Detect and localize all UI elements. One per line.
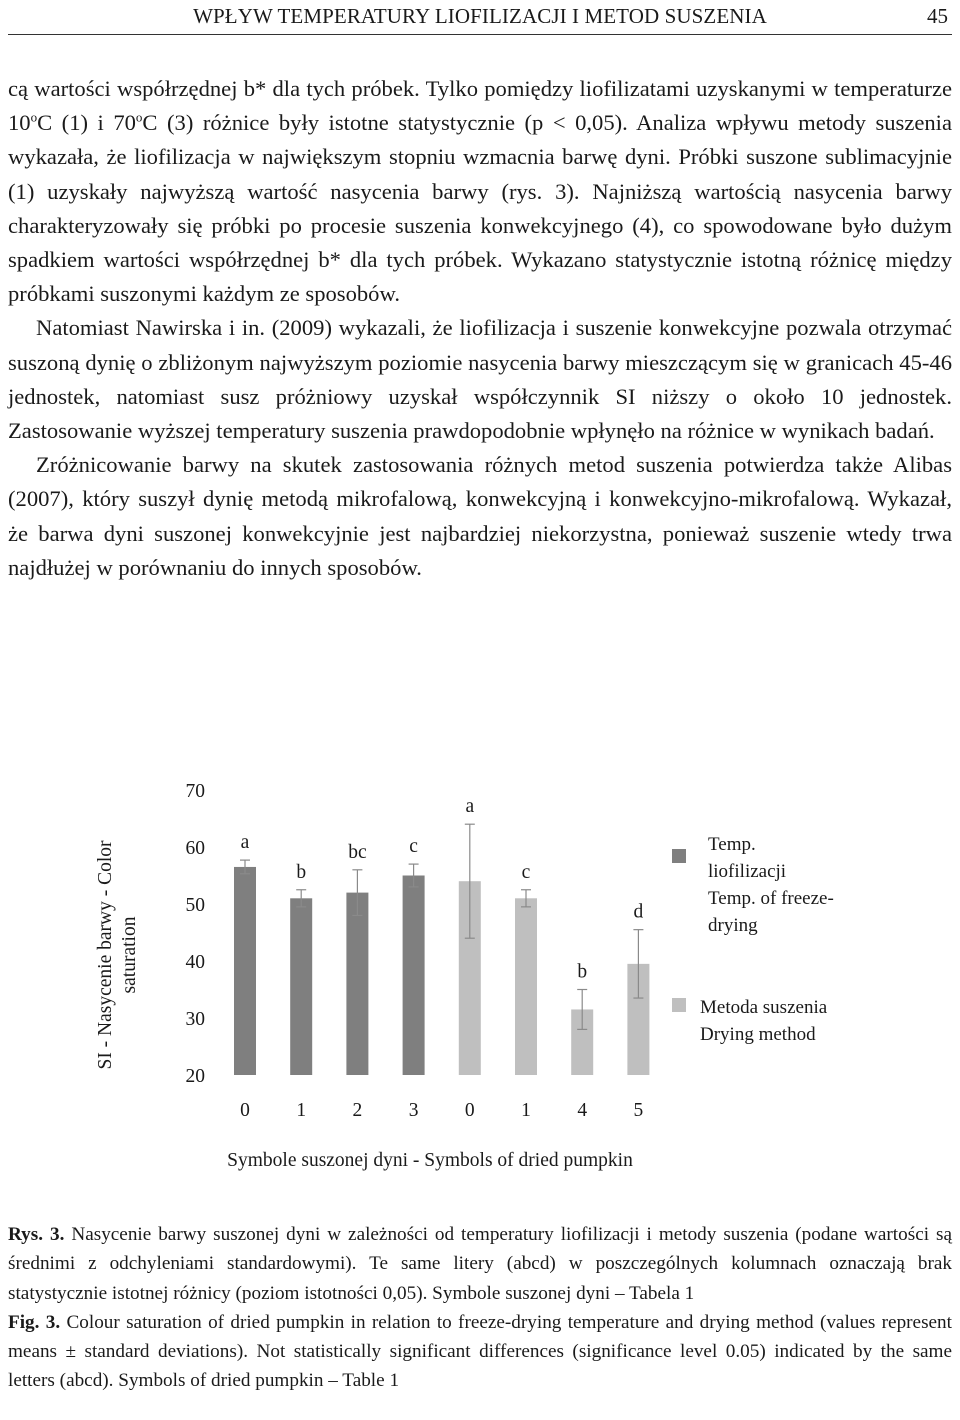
legend-item-drying-method [700, 994, 920, 1048]
degree-sup-1: o [30, 109, 38, 125]
legend-swatch-freeze-drying [672, 849, 686, 863]
figure-caption [8, 1220, 952, 1396]
significance-letter: b [577, 961, 588, 983]
y-tick-label: 70 [185, 781, 205, 802]
x-tick-label: 5 [633, 1100, 644, 1121]
significance-letter: c [409, 836, 418, 858]
y-tick-label: 40 [185, 952, 205, 973]
legend-2-line-2: Drying method [700, 1024, 816, 1045]
x-tick-label: 4 [577, 1100, 588, 1121]
x-tick-label: 0 [464, 1100, 475, 1121]
caption-en-label: Fig. 3. [8, 1311, 61, 1333]
bar [403, 876, 425, 1076]
caption-pl-label: Rys. 3. [8, 1224, 65, 1245]
significance-letter: d [633, 901, 644, 923]
x-tick-label: 2 [352, 1100, 363, 1121]
significance-letter: a [240, 832, 250, 854]
significance-letter: a [465, 796, 475, 818]
running-title: WPŁYW TEMPERATURY LIOFILIZACJI I METOD SUSZENIA [193, 4, 767, 28]
significance-letter: c [521, 861, 531, 883]
legend-item-freeze-drying [708, 831, 908, 939]
p1-text-c: C (3) różnice były istotne statystycznie (p < 0,05). Analiza wpływu metody suszenia wykazała, że liofilizacja w największym stopniu wzmacnia barwę dyni. Próbki suszone sublimacyjnie (1) uzyskały najwyższą wartość nasycenia barwy (rys. 3). Najniższą wartością nasycenia barwy charakteryzowały się próbki po procesie suszenia konwekcyjnego (4), co spowodowane było dużym spadkiem wartości współrzędnej b* dla tych próbek. Wykazano statystycznie istotną różnicę między próbkami suszonymi każdym ze sposobów. [8, 110, 952, 307]
legend-1-line-1: Temp. [708, 834, 756, 855]
x-tick-label: 1 [296, 1100, 307, 1121]
y-tick-label: 50 [185, 895, 205, 916]
page-number: 45 [927, 4, 948, 28]
y-tick-label: 20 [185, 1066, 205, 1087]
bar [290, 898, 312, 1075]
y-axis-label-wrap [88, 830, 148, 1080]
bar [346, 893, 368, 1075]
p1-text-b: C (1) i 70 [37, 110, 136, 136]
legend-1-line-3: Temp. of freeze- [708, 888, 834, 909]
significance-letter: b [296, 861, 307, 883]
bar [234, 867, 256, 1075]
y-tick-label: 30 [185, 1009, 205, 1030]
paragraph-3: Zróżnicowanie barwy na skutek zastosowania różnych metod suszenia potwierdza także Alibas (2007), który suszył dynię metodą mikrofalową, konwekcyjną i konwekcyjno-mikrofalową. Wykazał, że barwa dyni suszonej konwekcyjnie jest najbardziej niekorzystna, ponieważ suszenie wtedy trwa najdłużej w porównaniu do innych sposobów. [8, 452, 952, 580]
significance-letter: bc [348, 841, 367, 863]
degree-sup-2: o [135, 109, 143, 125]
x-tick-label: 0 [240, 1100, 250, 1121]
y-tick-label: 60 [185, 838, 205, 859]
legend-1-line-2: liofilizacji [708, 861, 787, 882]
caption-pl [8, 1220, 952, 1308]
paragraph-2: Natomiast Nawirska i in. (2009) wykazali, że liofilizacja i suszenie konwekcyjne pozwala otrzymać suszoną dynię o zbliżonym najwyższym poziomie nasycenia barwy mieszczącym się w granicach 45-46 jednostek, natomiast susz próżniowy uzyskał współczynnik SI niższy o około 10 jednostek. Zastosowanie wyższej temperatury suszenia prawdopodobnie wpłynęło na różnice w wynikach badań. [8, 315, 952, 444]
p1-text-a: cą wartości współrzędnej b* dla tych próbek. Tylko pomiędzy liofilizatami uzyskanymi w temperaturze 10 [8, 76, 952, 136]
y-axis-label: SI - Nasycenie barwy - Color saturation [95, 840, 140, 1070]
legend-1-line-4: drying [708, 915, 758, 936]
caption-en-text: Colour saturation of dried pumpkin in relation to freeze-drying temperature and drying method (values represent means ± standard deviations). Not statistically significant differences (significance level 0.05) indicated by the same letters (abcd). Symbols of dried pumpkin – Table 1 [8, 1311, 952, 1392]
legend-2-line-1: Metoda suszenia [700, 997, 828, 1018]
x-axis-caption: Symbole suszonej dyni - Symbols of dried pumpkin [227, 1150, 633, 1171]
legend-swatch-drying-method [672, 998, 686, 1012]
caption-pl-text: Nasycenie barwy suszonej dyni w zależności od temperatury liofilizacji i metody suszenia (podane wartości są średnimi z odchyleniami standardowymi). Te same litery (abcd) w poszczególnych kolumnach oznaczają brak statystycznie istotnej różnicy (poziom istotności 0,05). Symbole suszonej dyni – Tabela 1 [8, 1224, 952, 1304]
x-tick-label: 3 [408, 1100, 419, 1121]
bar [515, 898, 537, 1075]
caption-en [8, 1308, 952, 1396]
x-tick-label: 1 [521, 1100, 531, 1121]
